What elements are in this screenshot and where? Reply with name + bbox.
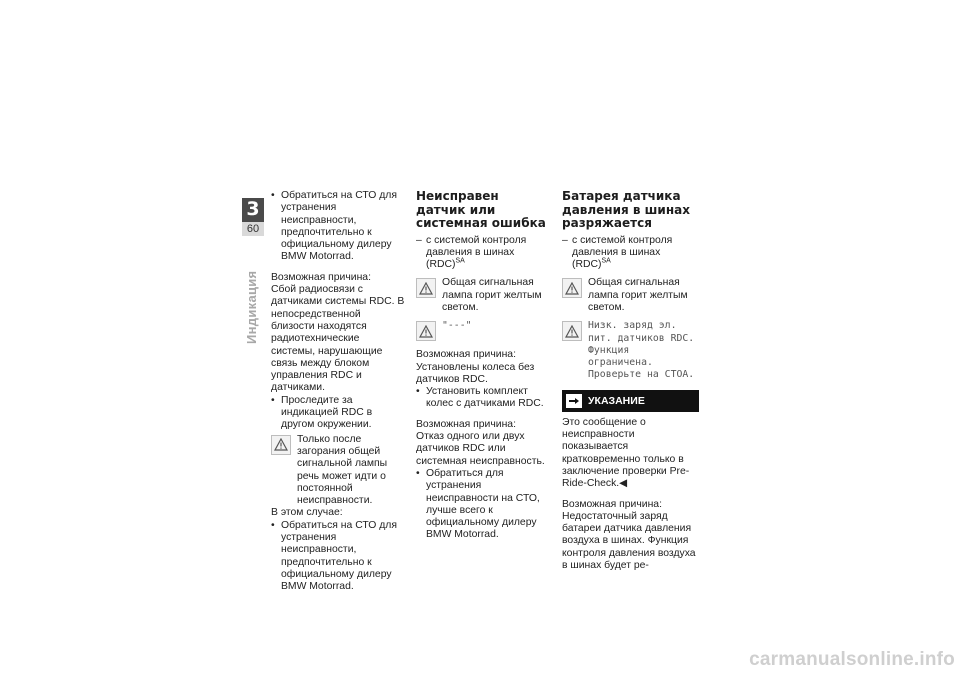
dash-item: – с системой контроля давления в шинах (RDC)$^{SA}$ (562, 235, 699, 272)
note-text: Это сообщение о неисправности показывается кратковременно только в заключение проверки Pre-Ride-Check.◀ (562, 416, 690, 490)
page-number: 60 (242, 222, 264, 236)
column-2 (416, 190, 552, 542)
warning-lamp-block (416, 277, 552, 314)
watermark: carmanualsonline.info (749, 649, 955, 670)
bullet-item: • Обратиться на СТО для устранения неисправности, предпочтительно к официальному дилеру BMW Motorrad. (271, 190, 406, 264)
display-message: Низк. заряд эл. пит. датчиков RDC. Функция ограничена. Проверьте на СТОА. (588, 320, 695, 381)
dash-item: – с системой контроля давления в шинах (RDC)$^{SA}$ (416, 235, 552, 272)
warning-triangle-icon (562, 278, 582, 298)
cause-text: Отказ одного или двух датчиков RDC или системная неисправность. (416, 431, 545, 467)
section-heading: Неисправен датчик или системная ошибка (416, 189, 546, 230)
chapter-tab (242, 198, 264, 236)
display-value: "---" (442, 320, 472, 332)
chapter-number: 3 (242, 198, 264, 222)
warning-text: Только после загорания общей сигнальной лампы речь может идти о постоянной неисправности. (297, 433, 388, 507)
warning-triangle-icon (416, 321, 436, 341)
cause-label: Возможная причина: (416, 418, 516, 430)
bullet-item: • Проследите за индикацией RDC в другом окружении. (271, 395, 406, 432)
cause-text: Установлены колеса без датчиков RDC. (416, 361, 535, 385)
note-header (562, 390, 699, 412)
bullet-item: • Обратиться на СТО для устранения неисправности, предпочтительно к официальному дилеру BMW Motorrad. (271, 520, 406, 594)
note-title: УКАЗАНИЕ (588, 394, 645, 407)
warning-lamp-text: Общая сигнальная лампа горит желтым светом. (442, 277, 542, 313)
column-1 (271, 190, 406, 594)
cause-label: Возможная причина: (271, 271, 371, 283)
sa-superscript: SA (601, 257, 611, 265)
display-message-block (562, 320, 699, 381)
warning-lamp-block (562, 277, 699, 314)
warning-triangle-icon (562, 321, 582, 341)
warning-triangle-icon (416, 278, 436, 298)
sa-superscript: SA (455, 257, 465, 265)
cause-label: Возможная причина: (562, 498, 662, 510)
bullet-item: • Установить комплект колес с датчиками RDC. (416, 386, 552, 411)
section-label: Индикация (244, 270, 259, 344)
warning-lamp-text: Общая сигнальная лампа горит желтым светом. (588, 277, 688, 313)
bullet-item: • Обратиться для устранения неисправности на СТО, лучше всего к официальному дилеру BMW Motorrad. (416, 468, 552, 542)
cause-text: Сбой радиосвязи с датчиками системы RDC. В непосредственной близости находятся радиотехнические системы, нарушающие связь между блоком управления RDC и датчиками. (271, 284, 405, 394)
pointing-hand-icon (566, 394, 582, 408)
display-block (416, 320, 552, 341)
warning-block (271, 434, 406, 508)
section-heading: Батарея датчика давления в шинах разряжается (562, 189, 690, 230)
column-3 (562, 190, 699, 572)
cause-label: Возможная причина: (416, 349, 516, 361)
cause-text: Недостаточный заряд батареи датчика давления воздуха в шинах. Функция контроля давления воздуха в шинах будет ре- (562, 510, 696, 572)
warning-triangle-icon (271, 435, 291, 455)
case-label: В этом случае: (271, 507, 343, 519)
